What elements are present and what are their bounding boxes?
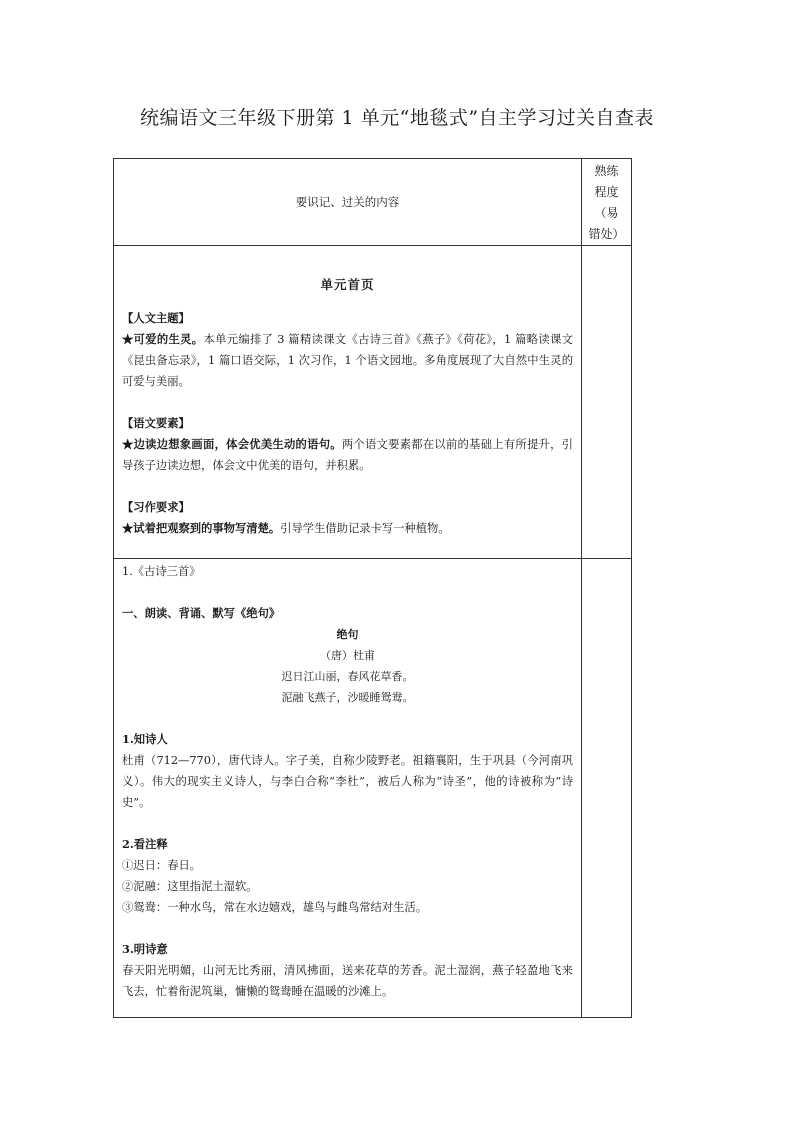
- lesson1-cell: [114, 559, 582, 1018]
- content-column-header: 要识记、过关的内容: [114, 159, 582, 246]
- theme-paragraph: [122, 329, 573, 392]
- poet-label: 1.知诗人: [122, 732, 168, 746]
- poem-line: 迟日江山丽，春风花草香。: [281, 670, 414, 683]
- poem-line: 泥融飞燕子，沙暖睡鸳鸯。: [281, 691, 414, 704]
- poem-title: 绝句: [336, 628, 359, 641]
- table-header-row: [114, 159, 632, 246]
- poet-text: 杜甫（712—770），唐代诗人。字子美，自称少陵野老。祖籍襄阳，生于巩县（今河南巩义）。伟大的现实主义诗人，与李白合称“李杜”，被后人称为“诗圣”，他的诗被称为“诗史”。: [122, 754, 573, 809]
- theme-label: 【人文主题】: [122, 311, 190, 325]
- table-row: [114, 246, 632, 559]
- elements-label: 【语文要素】: [122, 416, 190, 430]
- mastery-header-line: 程度: [594, 185, 619, 199]
- poem-author: （唐）杜甫: [320, 649, 375, 662]
- mastery-cell[interactable]: [582, 559, 632, 1018]
- table-row: [114, 559, 632, 1018]
- elements-paragraph: [122, 434, 573, 476]
- writing-bold: ★试着把观察到的事物写清楚。: [122, 521, 281, 535]
- notes-label: 2.看注释: [122, 837, 168, 851]
- page-title: 统编语文三年级下册第 1 单元“地毯式”自主学习过关自查表: [139, 107, 655, 129]
- writing-paragraph: [122, 518, 573, 539]
- lesson1-heading: 1.《古诗三首》: [122, 565, 201, 578]
- self-check-table: [113, 158, 632, 1018]
- writing-label: 【习作要求】: [122, 500, 190, 514]
- mastery-header-line: 熟练: [594, 164, 619, 178]
- theme-bold: ★可爱的生灵。: [122, 332, 204, 346]
- elements-text: 两个语文要素都在以前的基础上有所提升，引导孩子边读边想，体会文中优美的语句，并积累。: [122, 438, 573, 472]
- mastery-cell[interactable]: [582, 246, 632, 559]
- note-item: ①迟日：春日。: [122, 859, 202, 872]
- note-item: ②泥融：这里指泥土湿软。: [122, 880, 258, 893]
- mastery-header-line: 错处）: [588, 227, 625, 241]
- poem-block: [122, 624, 573, 708]
- meaning-label: 3.明诗意: [122, 942, 168, 956]
- meaning-text: 春天阳光明媚，山河无比秀丽，清风拂面，送来花草的芳香。泥土湿润，燕子轻盈地飞来飞去，忙着衔泥筑巢，慵懒的鸳鸯睡在温暖的沙滩上。: [122, 964, 573, 998]
- note-item: ③鸳鸯：一种水鸟，常在水边嬉戏，雄鸟与雌鸟常结对生活。: [122, 901, 428, 914]
- lesson1-section: 一、朗读、背诵、默写《绝句》: [122, 606, 281, 620]
- unit-overview-cell: [114, 246, 582, 559]
- mastery-header-line: （易: [594, 206, 619, 220]
- unit-heading: 单元首页: [320, 277, 375, 292]
- theme-text: 本单元编排了 3 篇精读课文《古诗三首》《燕子》《荷花》，1 篇略读课文《昆虫备忘录》，1 篇口语交际，1 次习作，1 个语文园地。多角度展现了大自然中生灵的可爱与美丽。: [122, 333, 573, 388]
- elements-bold: ★边读边想象画面，体会优美生动的语句。: [122, 437, 342, 451]
- mastery-column-header: [582, 159, 632, 246]
- writing-text: 引导学生借助记录卡写一种植物。: [280, 522, 450, 535]
